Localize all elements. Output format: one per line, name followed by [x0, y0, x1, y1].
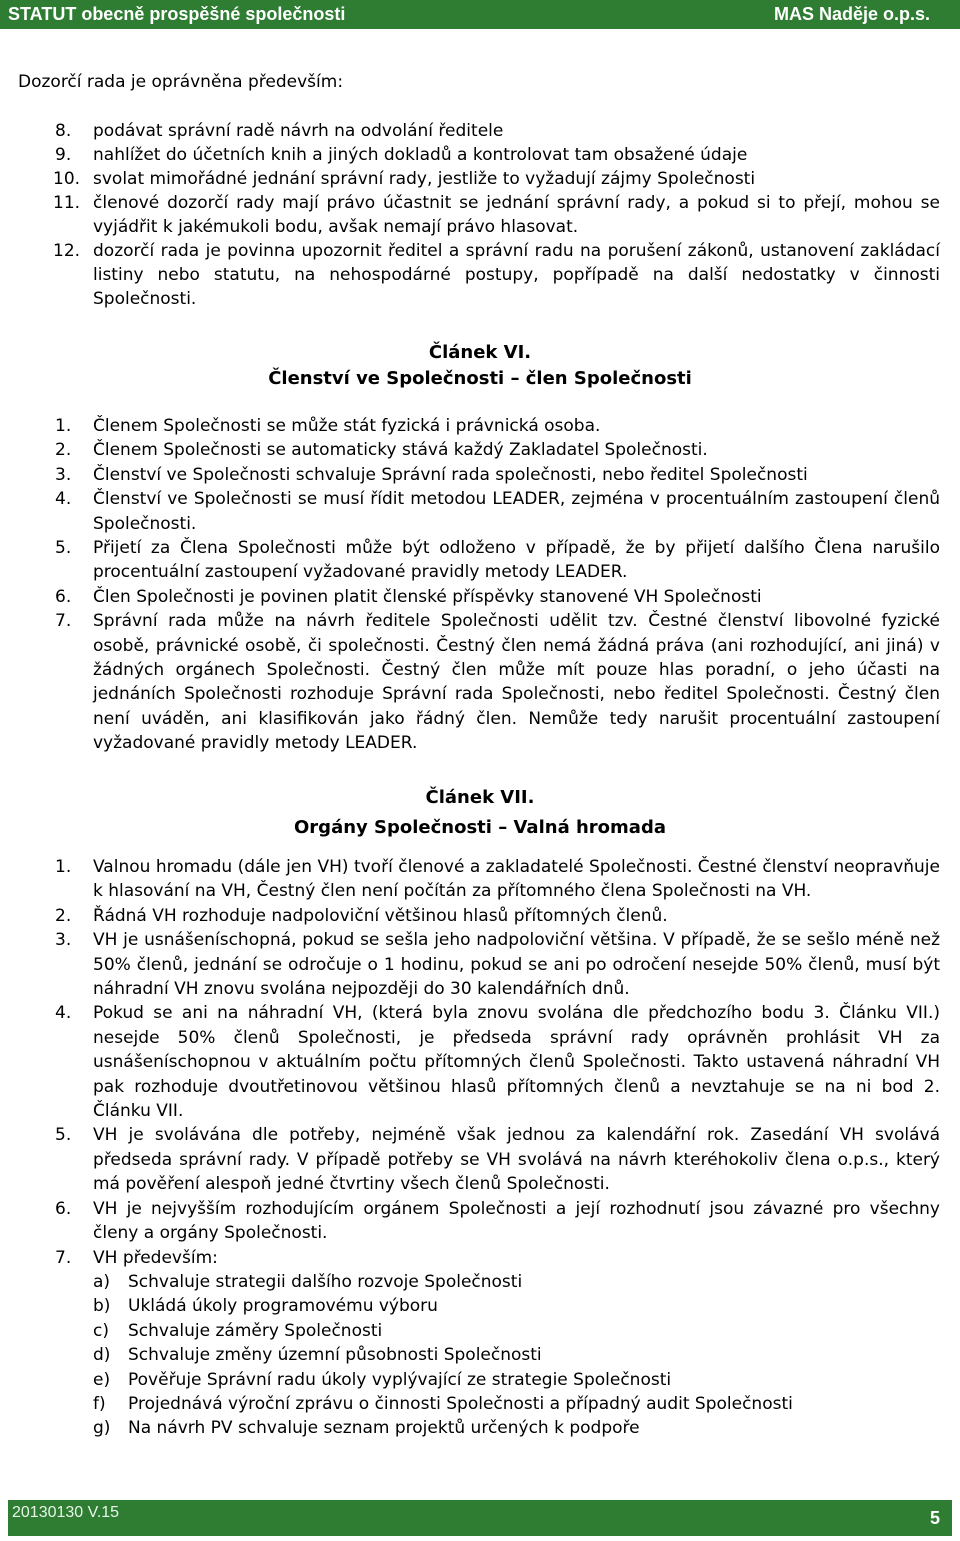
article-6-subtitle: Členství ve Společnosti – člen Společnosti — [268, 368, 692, 389]
item-text: VH je usnášeníschopná, pokud se sešla jeho nadpoloviční většina. V případě, že se sešlo méně než 50% členů, jednání se odročuje o 1 hodinu, pokud se ani po odročení nesejde 50% členů, musí být náhradní VH znovu svolána nejpozději do 30 kalendářních dnů. — [93, 930, 940, 1000]
article-6-title: Článek VI. — [428, 342, 532, 363]
sub-list-item — [0, 1319, 960, 1343]
item-number: 5. — [55, 1125, 72, 1146]
sub-item-letter: b) — [93, 1296, 111, 1317]
item-number: 3. — [55, 464, 72, 485]
item-number: 8. — [55, 121, 72, 141]
item-number: 6. — [55, 586, 72, 607]
article-7-heading — [0, 783, 960, 843]
sub-item-letter: d) — [93, 1345, 111, 1366]
list-item — [0, 1246, 960, 1270]
item-number: 12. — [53, 241, 81, 261]
article-6-heading — [0, 340, 960, 392]
list-item — [0, 143, 960, 167]
item-text: Členem Společnosti se automaticky stává každý Zakladatel Společnosti. — [93, 440, 708, 461]
sub-list-item — [0, 1343, 960, 1367]
item-text: dozorčí rada je povinna upozornit ředitel a správní radu na porušení zákonů, ustanovení zakládací listiny nebo statutu, na nehospodárné postupy, popřípadě na další nedostatky v činnosti Společnosti. — [93, 241, 940, 309]
sub-list-item — [0, 1368, 960, 1392]
list-item — [0, 536, 960, 585]
list-item — [0, 855, 960, 904]
sub-item-text: Schvaluje záměry Společnosti — [128, 1320, 383, 1341]
item-number: 2. — [55, 440, 72, 461]
page-footer — [8, 1500, 952, 1536]
sub-item-text: Schvaluje změny územní působnosti Společnosti — [128, 1345, 542, 1366]
list-item — [0, 463, 960, 487]
item-number: 4. — [55, 1003, 72, 1024]
list-item — [0, 191, 960, 239]
list-item — [0, 167, 960, 191]
item-number: 11. — [53, 193, 81, 213]
item-number: 2. — [55, 905, 72, 926]
item-text: Členem Společnosti se může stát fyzická i právnická osoba. — [93, 416, 601, 436]
item-text: Řádná VH rozhoduje nadpoloviční většinou hlasů přítomných členů. — [93, 905, 668, 926]
list-item — [0, 1123, 960, 1196]
article-7-title: Článek VII. — [425, 787, 535, 808]
item-number: 1. — [55, 857, 72, 877]
list-item — [0, 585, 960, 609]
list-item — [0, 1197, 960, 1246]
item-text: VH především: — [93, 1247, 218, 1268]
list-item — [0, 414, 960, 438]
list-item — [0, 119, 960, 143]
item-text: Členství ve Společnosti se musí řídit metodou LEADER, zejména v procentuálním zastoupení členů Společnosti. — [93, 489, 940, 534]
sub-item-text: Pověřuje Správní radu úkoly vyplývající ze strategie Společnosti — [128, 1369, 672, 1390]
page-number: 5 — [929, 1508, 940, 1528]
list-item — [0, 609, 960, 755]
sub-item-letter: g) — [93, 1418, 111, 1439]
item-text: VH je nejvyšším rozhodujícím orgánem Společnosti a její rozhodnutí jsou závazné pro všechny členy a orgány Společnosti. — [93, 1198, 940, 1244]
list-item — [0, 928, 960, 1001]
supervisory-rights-list — [0, 119, 960, 311]
sub-list-item — [0, 1270, 960, 1294]
header-title: STATUT obecně prospěšné společnosti — [8, 4, 346, 24]
item-number: 1. — [55, 416, 72, 436]
item-number: 6. — [55, 1198, 72, 1219]
sub-list-item — [0, 1294, 960, 1318]
sub-item-text: Na návrh PV schvaluje seznam projektů určených k podpoře — [128, 1418, 640, 1439]
item-number: 3. — [55, 930, 72, 951]
item-text: Pokud se ani na náhradní VH, (která byla znovu svolána dle předchozího bodu 3. Článku VII.) nesejde 50% členů Společnosti, je předseda správní rady oprávněn prohlásit VH za usnášeníschopnou v aktuálním počtu přítomných členů Společnosti. Takto ustavená náhradní VH pak rozhoduje dvoutřetinovou většinou hlasů přítomných členů a nevztahuje se na ni bod 2. Článku VII. — [93, 1003, 940, 1122]
list-item — [0, 1001, 960, 1123]
sub-item-text: Projednává výroční zprávu o činnosti Společnosti a případný audit Společnosti — [128, 1393, 793, 1414]
document-version: 20130130 V.15 — [12, 1504, 120, 1521]
item-text: nahlížet do účetních knih a jiných dokladů a kontrolovat tam obsažené údaje — [93, 145, 748, 165]
article-7-subtitle: Orgány Společnosti – Valná hromada — [294, 817, 666, 838]
intro-paragraph: Dozorčí rada je oprávněna především: — [18, 72, 344, 92]
sub-item-letter: e) — [93, 1369, 111, 1390]
sub-item-letter: a) — [93, 1271, 111, 1292]
item-number: 5. — [55, 538, 72, 559]
item-text: Přijetí za Člena Společnosti může být odloženo v případě, že by přijetí dalšího Člena narušilo procentuální zastoupení vyžadované pravidly metody LEADER. — [93, 538, 940, 583]
sub-item-letter: c) — [93, 1320, 109, 1341]
item-number: 7. — [55, 611, 72, 632]
item-text: členové dozorčí rady mají právo účastnit se jednání správní rady, a pokud si to přejí, mohou se vyjádřit k jakémukoli bodu, avšak nemají právo hlasovat. — [93, 193, 940, 237]
item-number: 4. — [55, 489, 72, 510]
item-text: Valnou hromadu (dále jen VH) tvoří členové a zakladatelé Společnosti. Čestné členství neopravňuje k hlasování na VH, Čestný člen není počítán za přítomného člena Společnosti na VH. — [93, 857, 940, 902]
item-text: podávat správní radě návrh na odvolání ředitele — [93, 121, 504, 141]
sub-item-letter: f) — [93, 1393, 106, 1414]
sub-list-item — [0, 1392, 960, 1416]
sub-item-text: Schvaluje strategii dalšího rozvoje Společnosti — [128, 1271, 523, 1292]
list-item — [0, 904, 960, 928]
item-text: Správní rada může na návrh ředitele Společnosti udělit tzv. Čestné členství libovolné fyzické osobě, právnické osobě, či společnosti. Čestný člen nemá žádná práva (ani rozhodující, ani jiná) v žádných orgánech Společnosti. Čestný člen může mít pouze hlas poradní, o jeho účasti na jednáních Společnosti rozhoduje Správní rada Společnosti, nebo ředitel Společnosti. Čestný člen není uváděn, ani klasifikován jako řádný člen. Nemůže tedy narušit procentuální zastoupení vyžadované pravidly metody LEADER. — [93, 611, 940, 754]
list-item — [0, 487, 960, 536]
article-7-list — [0, 855, 960, 1441]
header-organization: MAS Naděje o.p.s. — [773, 4, 930, 24]
list-item — [0, 239, 960, 311]
sub-item-text: Ukládá úkoly programovému výboru — [128, 1296, 438, 1317]
sub-list-item — [0, 1416, 960, 1440]
item-number: 10. — [53, 169, 81, 189]
item-text: VH je svolávána dle potřeby, nejméně však jednou za kalendářní rok. Zasedání VH svolává předseda správní rady. V případě potřeby se VH svolává na návrh kteréhokoliv člena o.p.s., který má pověření alespoň jedné čtvrtiny všech členů Společnosti. — [93, 1125, 940, 1195]
article-6-list — [0, 414, 960, 756]
item-text: Člen Společnosti je povinen platit členské příspěvky stanovené VH Společnosti — [93, 586, 762, 607]
page-header — [0, 0, 960, 29]
item-number: 9. — [55, 145, 72, 165]
item-text: svolat mimořádné jednání správní rady, jestliže to vyžadují zájmy Společnosti — [93, 169, 756, 189]
list-item — [0, 438, 960, 462]
item-text: Členství ve Společnosti schvaluje Správní rada společnosti, nebo ředitel Společnosti — [93, 464, 808, 485]
item-number: 7. — [55, 1247, 72, 1268]
